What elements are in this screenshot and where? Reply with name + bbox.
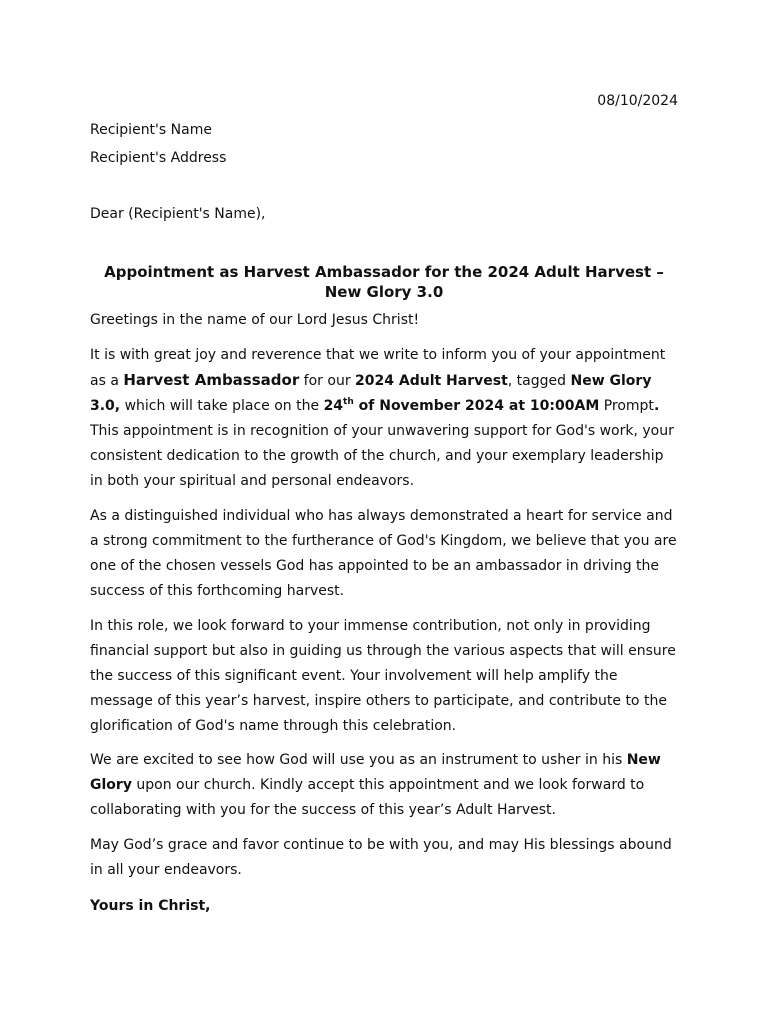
letter-title-line1: Appointment as Harvest Ambassador for the 2024 Adult Harvest – bbox=[104, 263, 664, 281]
p1-bold-role: Harvest Ambassador bbox=[123, 371, 300, 389]
p1-bold-event: 2024 Adult Harvest bbox=[355, 373, 508, 389]
p1-ordinal-suffix: th bbox=[343, 397, 354, 407]
letter-date: 08/10/2024 bbox=[597, 93, 678, 109]
paragraph-blessing: May God’s grace and favor continue to be with you, and may His blessings abound in all your endeavors. bbox=[90, 837, 672, 878]
closing: Yours in Christ, bbox=[90, 898, 211, 914]
salutation: Dear (Recipient's Name), bbox=[90, 206, 266, 222]
letter-title-line2: New Glory 3.0 bbox=[324, 283, 444, 301]
p1-bold-day: 24 bbox=[323, 398, 344, 414]
letter-title bbox=[90, 262, 678, 302]
p4-text-1: We are excited to see how God will use you as an instrument to usher in his bbox=[90, 752, 627, 768]
recipient-name: Recipient's Name bbox=[90, 122, 212, 138]
p1-text-6: This appointment is in recognition of your unwavering support for God's work, your consistent dedication to the growth of the church, and your exemplary leadership in both your spiritual and personal endeavors. bbox=[90, 423, 674, 489]
greeting: Greetings in the name of our Lord Jesus Christ! bbox=[90, 312, 420, 328]
paragraph-distinguished: As a distinguished individual who has always demonstrated a heart for service and a strong commitment to the furtherance of God's Kingdom, we believe that you are one of the chosen vessels God has appointed to be an ambassador in driving the success of this forthcoming harvest. bbox=[90, 508, 677, 599]
paragraph-role: In this role, we look forward to your immense contribution, not only in providing financial support but also in guiding us through the various aspects that will ensure the success of this significant event. Your involvement will help amplify the message of this year’s harvest, inspire others to participate, and contribute to the glorification of God's name through this celebration. bbox=[90, 618, 676, 734]
paragraph-appointment bbox=[90, 343, 678, 494]
p1-text-3: , tagged bbox=[507, 373, 571, 389]
p1-text-1: It is with great joy and reverence that we write to inform you of your appointment as a bbox=[90, 347, 666, 389]
p1-text-4: which will take place on the bbox=[120, 398, 324, 414]
p1-text-2: for our bbox=[299, 373, 356, 389]
paragraph-new-glory bbox=[90, 748, 678, 823]
recipient-address: Recipient's Address bbox=[90, 150, 227, 166]
p1-bold-date-time: of November 2024 at 10:00AM bbox=[353, 398, 600, 414]
p1-bold-tag: New Glory 3.0, bbox=[90, 373, 652, 414]
p4-text-2: upon our church. Kindly accept this appointment and we look forward to collaborating with you for the success of this year’s Adult Harvest. bbox=[90, 777, 645, 818]
p1-text-5: Prompt bbox=[599, 398, 654, 414]
p1-bold-period: . bbox=[653, 398, 660, 414]
p4-bold-new-glory: New Glory bbox=[90, 752, 661, 793]
